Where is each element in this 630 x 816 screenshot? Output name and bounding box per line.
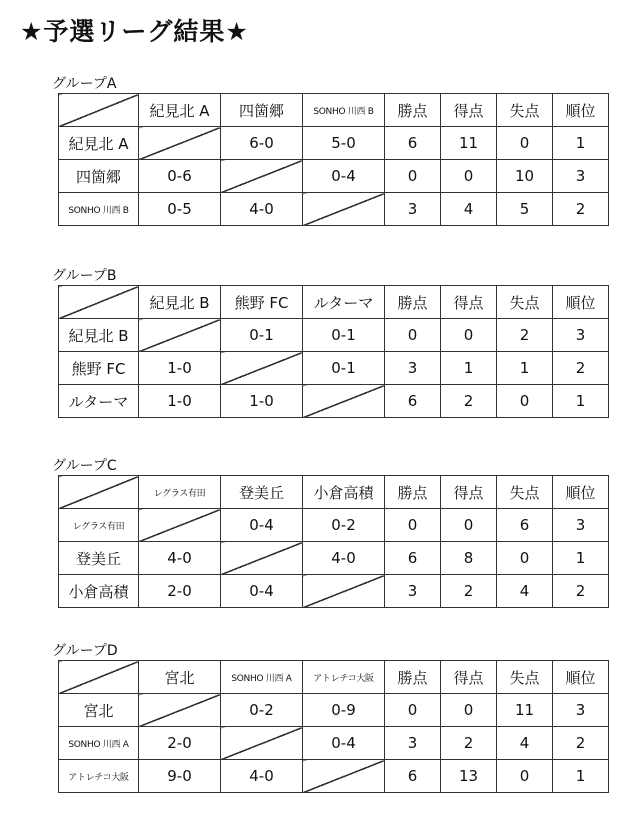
column-team-header: 宮北 [139, 661, 221, 694]
goals-for-value: 0 [441, 160, 497, 193]
goals-against-value: 2 [497, 319, 553, 352]
table-row [59, 575, 609, 608]
stat-header: 得点 [441, 661, 497, 694]
row-team-name: 宮北 [59, 694, 139, 727]
rank-value: 3 [553, 319, 609, 352]
stat-header: 勝点 [385, 476, 441, 509]
table-row [59, 127, 609, 160]
column-team-header: ルターマ [303, 286, 385, 319]
points-value: 0 [385, 319, 441, 352]
points-value: 6 [385, 385, 441, 418]
row-team-name: アトレチコ大阪 [59, 760, 139, 793]
goals-against-value: 4 [497, 727, 553, 760]
self-match-cell [139, 319, 221, 352]
match-score: 0-2 [303, 509, 385, 542]
stat-header: 順位 [553, 286, 609, 319]
goals-against-value: 4 [497, 575, 553, 608]
group-b [52, 268, 609, 418]
column-team-header: レグラス有田 [139, 476, 221, 509]
goals-for-value: 8 [441, 542, 497, 575]
stat-header: 順位 [553, 94, 609, 127]
rank-value: 1 [553, 385, 609, 418]
self-match-cell [139, 509, 221, 542]
rank-value: 3 [553, 509, 609, 542]
goals-for-value: 0 [441, 694, 497, 727]
self-match-cell [303, 760, 385, 793]
group-a [52, 76, 609, 226]
column-team-header: SONHO 川西 B [303, 94, 385, 127]
match-score: 4-0 [221, 193, 303, 226]
results-table [58, 93, 609, 226]
table-row [59, 160, 609, 193]
match-score: 2-0 [139, 575, 221, 608]
points-value: 3 [385, 575, 441, 608]
table-row [59, 727, 609, 760]
rank-value: 1 [553, 760, 609, 793]
match-score: 4-0 [303, 542, 385, 575]
column-team-header: 熊野 FC [221, 286, 303, 319]
match-score: 4-0 [139, 542, 221, 575]
self-match-cell [221, 727, 303, 760]
column-team-header: 登美丘 [221, 476, 303, 509]
self-match-cell [303, 385, 385, 418]
stat-header: 勝点 [385, 94, 441, 127]
match-score: 0-4 [221, 575, 303, 608]
page-title: ★予選リーグ結果★ [20, 17, 249, 46]
stat-header: 勝点 [385, 286, 441, 319]
column-team-header: アトレチコ大阪 [303, 661, 385, 694]
results-table [58, 285, 609, 418]
goals-for-value: 4 [441, 193, 497, 226]
corner-cell [59, 94, 139, 127]
header-row [59, 94, 609, 127]
rank-value: 2 [553, 193, 609, 226]
match-score: 0-4 [303, 160, 385, 193]
table-row [59, 193, 609, 226]
column-team-header: 四箇郷 [221, 94, 303, 127]
match-score: 0-1 [303, 352, 385, 385]
match-score: 0-6 [139, 160, 221, 193]
match-score: 0-2 [221, 694, 303, 727]
row-team-name: SONHO 川西 A [59, 727, 139, 760]
stat-header: 失点 [497, 661, 553, 694]
stat-header: 失点 [497, 94, 553, 127]
goals-for-value: 2 [441, 727, 497, 760]
rank-value: 1 [553, 542, 609, 575]
goals-against-value: 1 [497, 352, 553, 385]
match-score: 5-0 [303, 127, 385, 160]
column-team-header: SONHO 川西 A [221, 661, 303, 694]
table-row [59, 694, 609, 727]
row-team-name: ルターマ [59, 385, 139, 418]
column-team-header: 紀見北 B [139, 286, 221, 319]
group-label: グループC [52, 458, 117, 474]
match-score: 0-1 [221, 319, 303, 352]
goals-against-value: 11 [497, 694, 553, 727]
row-team-name: 登美丘 [59, 542, 139, 575]
corner-cell [59, 661, 139, 694]
goals-for-value: 1 [441, 352, 497, 385]
points-value: 0 [385, 694, 441, 727]
rank-value: 1 [553, 127, 609, 160]
match-score: 0-5 [139, 193, 221, 226]
match-score: 1-0 [221, 385, 303, 418]
stat-header: 順位 [553, 661, 609, 694]
row-team-name: SONHO 川西 B [59, 193, 139, 226]
goals-for-value: 11 [441, 127, 497, 160]
goals-for-value: 0 [441, 319, 497, 352]
points-value: 0 [385, 160, 441, 193]
table-row [59, 319, 609, 352]
row-team-name: 紀見北 A [59, 127, 139, 160]
table-row [59, 542, 609, 575]
row-team-name: 小倉高積 [59, 575, 139, 608]
goals-against-value: 6 [497, 509, 553, 542]
goals-for-value: 2 [441, 385, 497, 418]
match-score: 0-9 [303, 694, 385, 727]
self-match-cell [221, 352, 303, 385]
self-match-cell [139, 127, 221, 160]
group-label: グループD [52, 643, 118, 659]
rank-value: 2 [553, 727, 609, 760]
group-label: グループB [52, 268, 117, 284]
results-table [58, 475, 609, 608]
self-match-cell [303, 575, 385, 608]
goals-for-value: 2 [441, 575, 497, 608]
match-score: 2-0 [139, 727, 221, 760]
goals-for-value: 13 [441, 760, 497, 793]
points-value: 6 [385, 760, 441, 793]
header-row [59, 286, 609, 319]
self-match-cell [221, 542, 303, 575]
goals-against-value: 10 [497, 160, 553, 193]
points-value: 3 [385, 727, 441, 760]
header-row [59, 476, 609, 509]
table-row [59, 352, 609, 385]
match-score: 0-4 [221, 509, 303, 542]
match-score: 1-0 [139, 352, 221, 385]
table-row [59, 385, 609, 418]
points-value: 0 [385, 509, 441, 542]
points-value: 6 [385, 127, 441, 160]
self-match-cell [139, 694, 221, 727]
stat-header: 得点 [441, 476, 497, 509]
rank-value: 3 [553, 694, 609, 727]
column-team-header: 紀見北 A [139, 94, 221, 127]
results-table [58, 660, 609, 793]
goals-against-value: 0 [497, 760, 553, 793]
goals-against-value: 0 [497, 127, 553, 160]
stat-header: 失点 [497, 286, 553, 319]
rank-value: 3 [553, 160, 609, 193]
match-score: 1-0 [139, 385, 221, 418]
corner-cell [59, 286, 139, 319]
stat-header: 勝点 [385, 661, 441, 694]
corner-cell [59, 476, 139, 509]
column-team-header: 小倉高積 [303, 476, 385, 509]
rank-value: 2 [553, 575, 609, 608]
group-d [52, 643, 609, 793]
points-value: 6 [385, 542, 441, 575]
stat-header: 得点 [441, 94, 497, 127]
goals-for-value: 0 [441, 509, 497, 542]
goals-against-value: 5 [497, 193, 553, 226]
group-c [52, 458, 609, 608]
table-row [59, 509, 609, 542]
row-team-name: レグラス有田 [59, 509, 139, 542]
stat-header: 順位 [553, 476, 609, 509]
goals-against-value: 0 [497, 385, 553, 418]
stat-header: 失点 [497, 476, 553, 509]
points-value: 3 [385, 193, 441, 226]
self-match-cell [303, 193, 385, 226]
goals-against-value: 0 [497, 542, 553, 575]
rank-value: 2 [553, 352, 609, 385]
match-score: 0-1 [303, 319, 385, 352]
stat-header: 得点 [441, 286, 497, 319]
match-score: 4-0 [221, 760, 303, 793]
row-team-name: 紀見北 B [59, 319, 139, 352]
match-score: 9-0 [139, 760, 221, 793]
points-value: 3 [385, 352, 441, 385]
table-row [59, 760, 609, 793]
self-match-cell [221, 160, 303, 193]
match-score: 6-0 [221, 127, 303, 160]
group-label: グループA [52, 76, 117, 92]
match-score: 0-4 [303, 727, 385, 760]
row-team-name: 四箇郷 [59, 160, 139, 193]
header-row [59, 661, 609, 694]
row-team-name: 熊野 FC [59, 352, 139, 385]
